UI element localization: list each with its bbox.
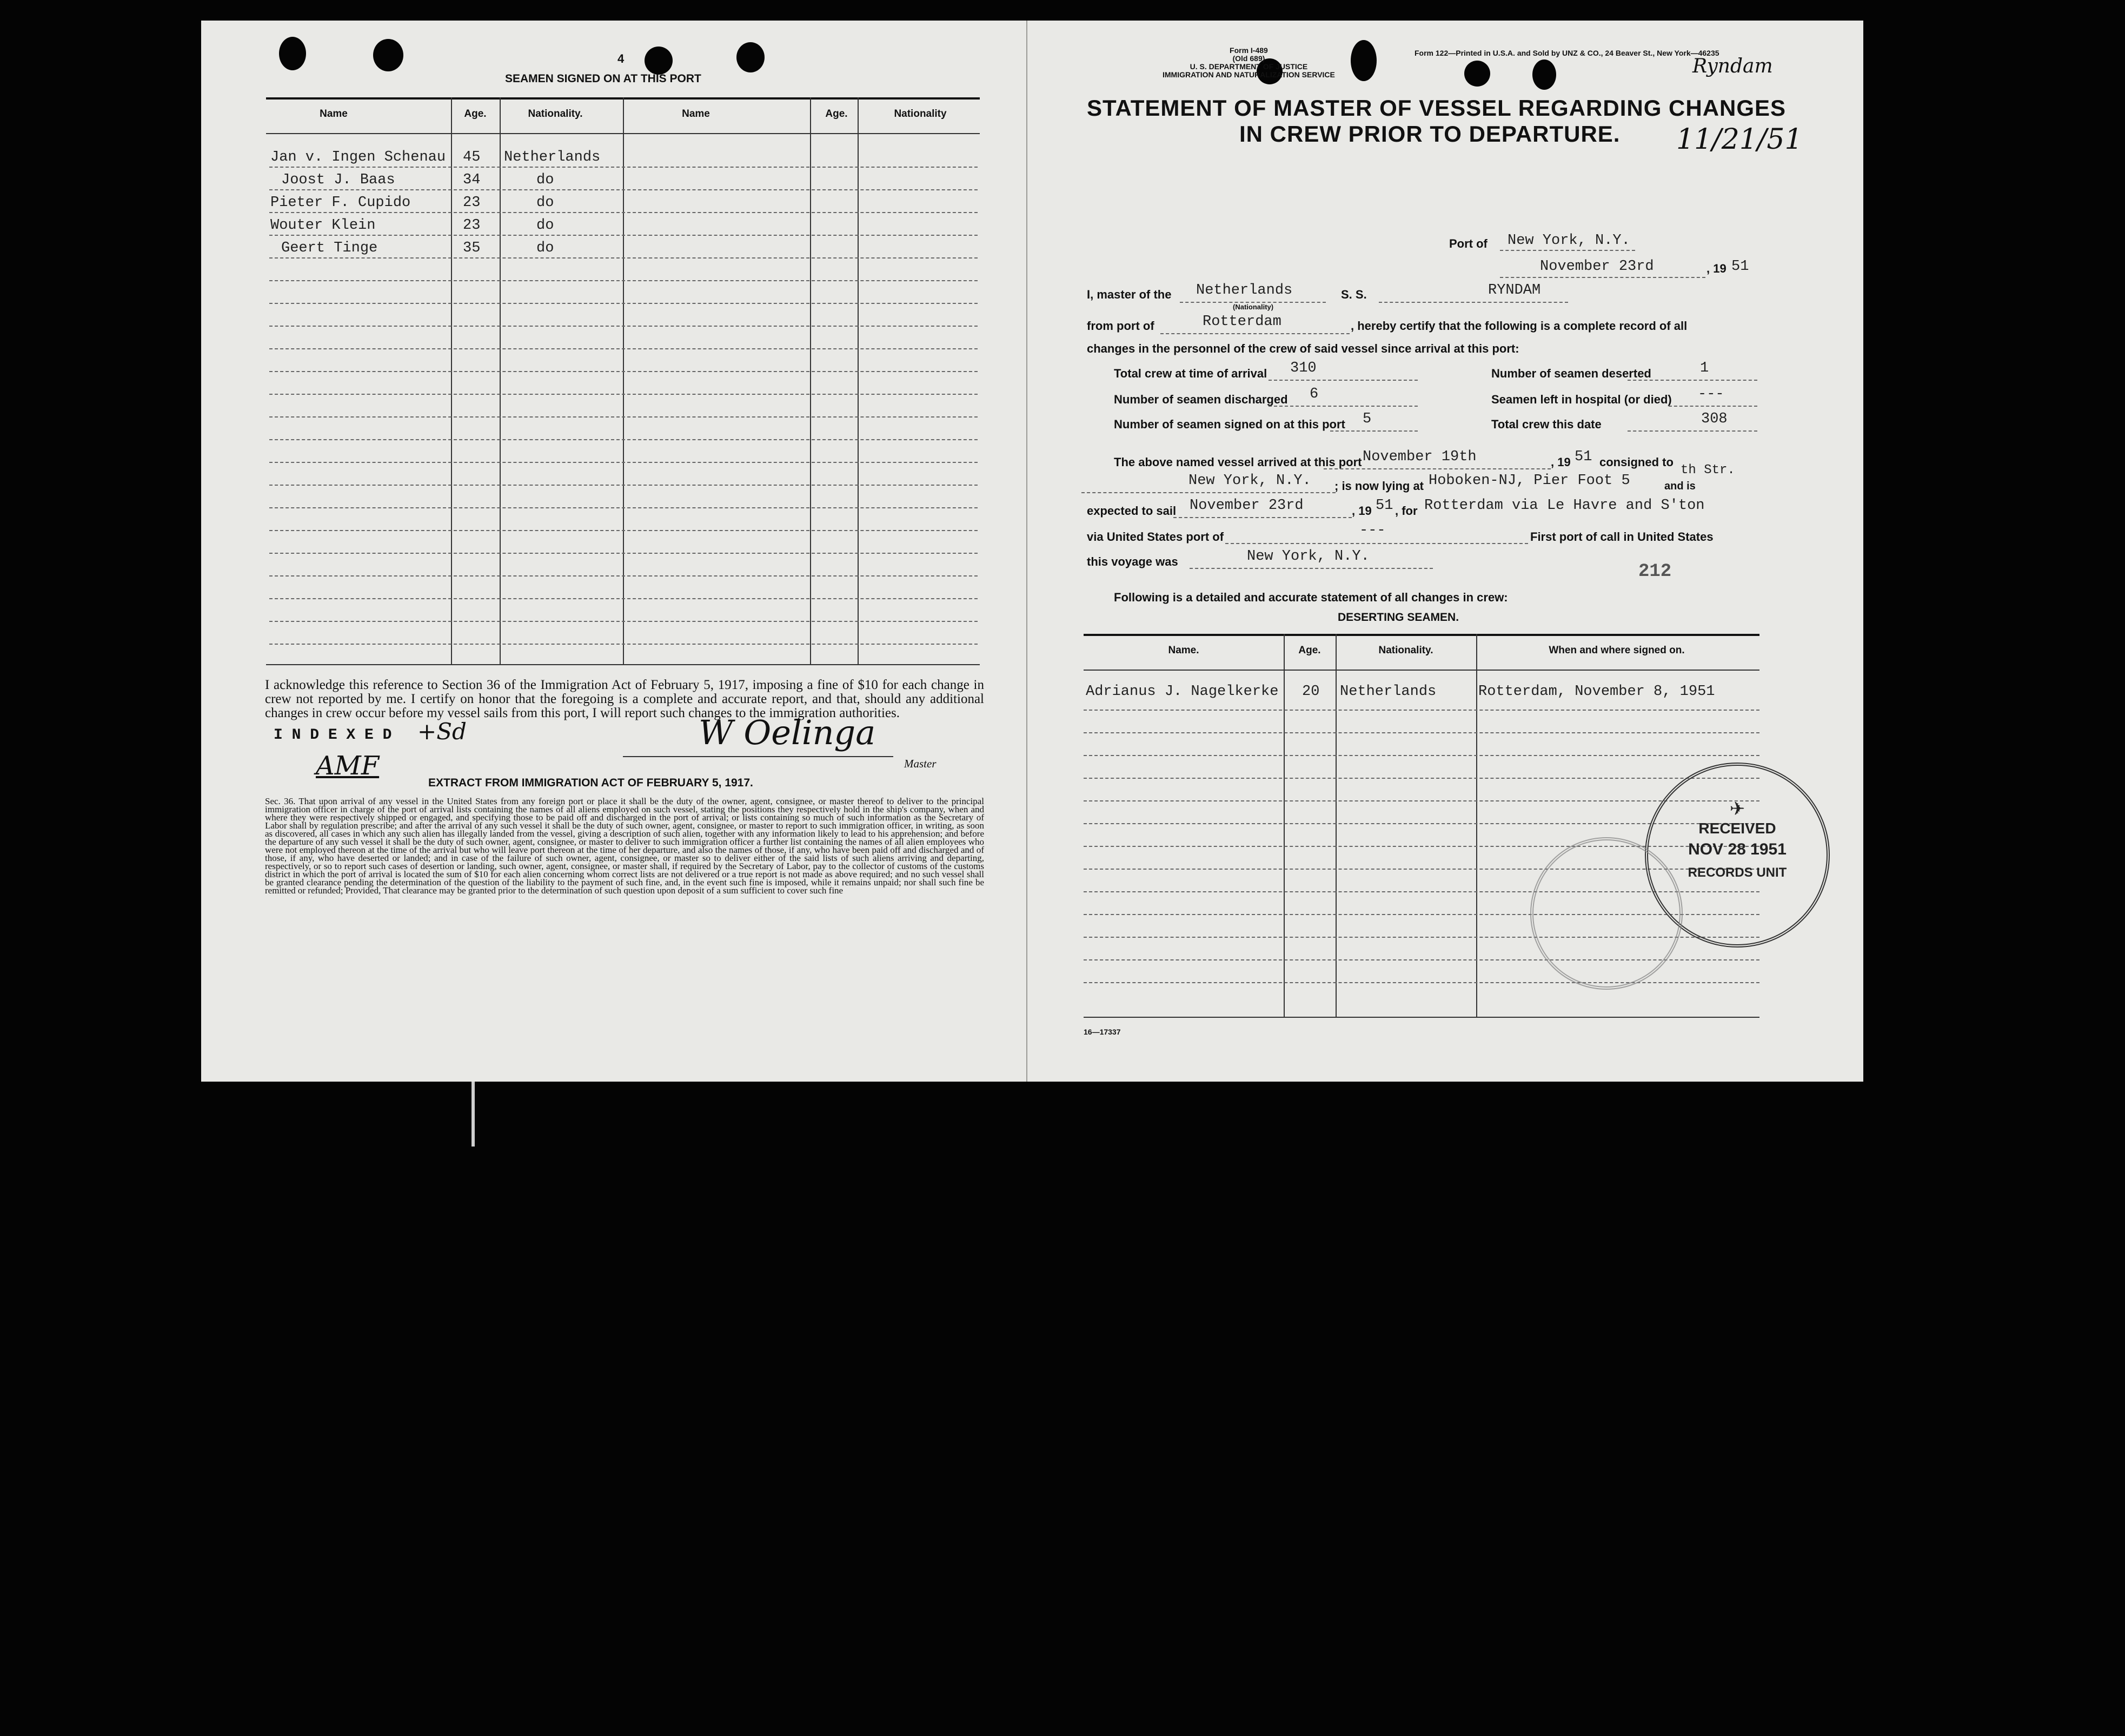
deserter-signed-on: Rotterdam, November 8, 1951 bbox=[1478, 684, 1715, 700]
consignee-value: New York, N.Y. bbox=[1188, 473, 1311, 489]
expected-year-prefix: , 19 bbox=[1352, 504, 1372, 518]
fill-line bbox=[1173, 517, 1352, 518]
form-title-line2: IN CREW PRIOR TO DEPARTURE. bbox=[1239, 121, 1621, 147]
table-row bbox=[269, 485, 978, 486]
year-value: 51 bbox=[1731, 259, 1749, 275]
hospital-label: Seamen left in hospital (or died) bbox=[1491, 393, 1672, 406]
via-label: via United States port of bbox=[1087, 530, 1224, 544]
seaman-name: Wouter Klein bbox=[270, 217, 376, 234]
table-row bbox=[1084, 778, 1759, 779]
fill-line bbox=[1269, 406, 1418, 407]
nationality-caption: (Nationality) bbox=[1233, 303, 1274, 311]
stamped-number: 212 bbox=[1638, 561, 1672, 582]
header-rule bbox=[1084, 670, 1759, 671]
indexed-initials: +Sd bbox=[417, 718, 467, 745]
master-of-label: I, master of the bbox=[1087, 288, 1172, 301]
for-value: Rotterdam via Le Havre and S'ton bbox=[1424, 498, 1705, 514]
table-row bbox=[269, 530, 978, 531]
consigned-label: consigned to bbox=[1599, 455, 1674, 469]
table-bottom-rule bbox=[1084, 1017, 1759, 1018]
arrived-label: The above named vessel arrived at this port bbox=[1114, 455, 1362, 469]
table-row bbox=[269, 189, 978, 190]
and-is-label: and is bbox=[1664, 480, 1696, 492]
footer-code: 16—17337 bbox=[1084, 1028, 1121, 1036]
discharged-label: Number of seamen discharged bbox=[1114, 393, 1288, 406]
initials-amf: AMF bbox=[316, 751, 380, 781]
lying-label: ; is now lying at bbox=[1334, 479, 1424, 493]
first-port-label: First port of call in United States bbox=[1530, 530, 1714, 544]
plane-icon: ✈ bbox=[1729, 799, 1745, 819]
port-of-label: Port of bbox=[1449, 237, 1488, 250]
form-old-number: (Old 689) bbox=[1232, 54, 1265, 63]
table-row bbox=[269, 394, 978, 395]
fill-line bbox=[1324, 468, 1551, 469]
certify-text: , hereby certify that the following is a complete record of all bbox=[1351, 319, 1688, 333]
seaman-nationality: do bbox=[536, 240, 554, 256]
seaman-name: Jan v. Ingen Schenau bbox=[270, 149, 446, 165]
table-row bbox=[269, 439, 978, 440]
indexed-stamp: I N D E X E D bbox=[274, 727, 392, 744]
fill-line bbox=[1669, 406, 1757, 407]
for-label: , for bbox=[1395, 504, 1418, 518]
total-crew-date-label: Total crew this date bbox=[1491, 418, 1602, 431]
faded-round-stamp bbox=[1530, 837, 1683, 990]
column-divider bbox=[623, 97, 624, 665]
col-header-name: Name bbox=[320, 108, 348, 120]
col-header-name-2: Name bbox=[682, 108, 710, 120]
voyage-value: New York, N.Y. bbox=[1247, 548, 1370, 565]
deserting-heading: DESERTING SEAMEN. bbox=[1338, 611, 1459, 624]
seamen-signed-on-heading: SEAMEN SIGNED ON AT THIS PORT bbox=[505, 72, 701, 85]
changes-text: changes in the personnel of the crew of said vessel since arrival at this port: bbox=[1087, 342, 1519, 355]
table-row bbox=[269, 326, 978, 327]
table-row bbox=[269, 167, 978, 168]
punch-hole bbox=[373, 39, 403, 71]
arrived-year-prefix: , 19 bbox=[1551, 455, 1571, 469]
table-row bbox=[269, 212, 978, 213]
department-name: U. S. DEPARTMENT OF JUSTICE bbox=[1190, 62, 1308, 71]
punch-hole bbox=[1464, 61, 1490, 87]
signed-on-value: 5 bbox=[1363, 411, 1372, 427]
seaman-name: Geert Tinge bbox=[281, 240, 378, 256]
punch-hole bbox=[1351, 40, 1377, 81]
discharged-value: 6 bbox=[1310, 386, 1319, 402]
table-row bbox=[1084, 982, 1759, 983]
lying-suffix: th Str. bbox=[1681, 463, 1735, 478]
expected-label: expected to sail bbox=[1087, 504, 1177, 518]
table-row bbox=[269, 257, 978, 259]
column-divider bbox=[810, 97, 811, 665]
received-date: NOV 28 1951 bbox=[1688, 840, 1787, 858]
date-value: November 23rd bbox=[1540, 259, 1654, 275]
signed-on-label: Number of seamen signed on at this port bbox=[1114, 418, 1345, 431]
seaman-age: 45 bbox=[463, 149, 481, 165]
col-header-age: Age. bbox=[464, 108, 487, 120]
col-header-nationality: Nationality. bbox=[1378, 645, 1433, 656]
table-row bbox=[1084, 732, 1759, 733]
table-row bbox=[269, 235, 978, 236]
master-label: Master bbox=[904, 757, 937, 770]
table-top-rule bbox=[1084, 634, 1759, 636]
from-port-value: Rotterdam bbox=[1203, 314, 1281, 330]
fill-line bbox=[1269, 380, 1418, 381]
column-divider bbox=[500, 97, 501, 665]
deserted-label: Number of seamen deserted bbox=[1491, 367, 1651, 380]
vessel-name: RYNDAM bbox=[1488, 282, 1541, 299]
table-row bbox=[269, 507, 978, 508]
deserter-nationality: Netherlands bbox=[1340, 684, 1437, 700]
seaman-nationality: Netherlands bbox=[504, 149, 601, 165]
acknowledgment-text: I acknowledge this reference to Section 36 of the Immigration Act of February 5, 1917, imposing a fine of $10 for each change in crew not reported by me. I certify on honor that the foregoing is a complete and accurate report, and that, should any additional changes in crew occur before my vessel sails from this port, I will report such changes to the immigration authorities. bbox=[265, 678, 984, 720]
arrived-value: November 19th bbox=[1363, 449, 1477, 465]
extract-heading: EXTRACT FROM IMMIGRATION ACT OF FEBRUARY 5, 1917. bbox=[428, 777, 753, 789]
fill-line bbox=[1500, 250, 1635, 251]
year-prefix: , 19 bbox=[1706, 262, 1726, 275]
table-row bbox=[269, 303, 978, 304]
fill-line bbox=[1628, 380, 1757, 381]
table-row bbox=[269, 553, 978, 554]
received-text: RECEIVED bbox=[1698, 820, 1776, 837]
right-page bbox=[1027, 21, 1863, 1082]
signature-line bbox=[623, 756, 893, 757]
records-unit-text: RECORDS UNIT bbox=[1688, 865, 1787, 880]
column-divider bbox=[858, 97, 859, 665]
fill-line bbox=[1081, 492, 1336, 493]
handwritten-date: 11/21/51 bbox=[1676, 123, 1803, 156]
following-text: Following is a detailed and accurate statement of all changes in crew: bbox=[1114, 591, 1508, 604]
table-row bbox=[269, 416, 978, 418]
table-row bbox=[269, 371, 978, 372]
deserter-name: Adrianus J. Nagelkerke bbox=[1086, 684, 1279, 700]
punch-hole bbox=[645, 47, 673, 75]
from-port-label: from port of bbox=[1087, 319, 1154, 333]
col-header-age-2: Age. bbox=[825, 108, 848, 120]
fill-line bbox=[1379, 302, 1568, 303]
punch-hole bbox=[736, 42, 765, 72]
voyage-label: this voyage was bbox=[1087, 555, 1178, 568]
via-value: --- bbox=[1359, 522, 1386, 539]
fill-line bbox=[1628, 430, 1757, 432]
ss-label: S. S. bbox=[1341, 288, 1367, 301]
seaman-nationality: do bbox=[536, 172, 554, 188]
punch-hole bbox=[1532, 59, 1556, 90]
expected-year: 51 bbox=[1376, 498, 1393, 514]
col-header-signed-on: When and where signed on. bbox=[1549, 645, 1685, 656]
fill-line bbox=[1160, 333, 1350, 334]
table-row bbox=[1084, 755, 1759, 756]
seaman-nationality: do bbox=[536, 195, 554, 211]
deserted-value: 1 bbox=[1700, 360, 1709, 376]
form-number: Form I-489 bbox=[1230, 46, 1268, 55]
fill-line bbox=[1500, 277, 1705, 278]
col-header-age: Age. bbox=[1298, 645, 1321, 656]
left-page bbox=[201, 21, 1027, 1082]
paper-edge-mark bbox=[472, 1082, 475, 1147]
fill-line bbox=[1225, 543, 1528, 544]
form-header bbox=[1163, 47, 1335, 79]
punch-hole bbox=[279, 37, 306, 70]
printer-line: Form 122—Printed in U.S.A. and Sold by UNZ & CO., 24 Beaver St., New York—46235 bbox=[1415, 49, 1719, 57]
service-name: IMMIGRATION AND NATURALIZATION SERVICE bbox=[1163, 70, 1335, 79]
seaman-name: Pieter F. Cupido bbox=[270, 195, 411, 211]
table-row bbox=[269, 621, 978, 622]
table-row bbox=[269, 280, 978, 281]
hospital-value: --- bbox=[1698, 386, 1724, 402]
col-header-nationality-2: Nationality bbox=[894, 108, 947, 120]
page-number: 4 bbox=[617, 52, 625, 65]
nationality-value: Netherlands bbox=[1196, 282, 1293, 299]
expected-value: November 23rd bbox=[1190, 498, 1304, 514]
table-row bbox=[1084, 710, 1759, 711]
seaman-age: 23 bbox=[463, 195, 481, 211]
col-header-nationality: Nationality. bbox=[528, 108, 583, 120]
form-title-line1: STATEMENT OF MASTER OF VESSEL REGARDING CHANGES bbox=[1087, 95, 1787, 121]
table-row bbox=[269, 644, 978, 645]
table-row bbox=[269, 462, 978, 463]
total-crew-arrival-label: Total crew at time of arrival bbox=[1114, 367, 1267, 380]
seaman-age: 23 bbox=[463, 217, 481, 234]
table-bottom-rule bbox=[266, 664, 980, 665]
total-crew-arrival-value: 310 bbox=[1290, 360, 1317, 376]
fill-line bbox=[1330, 430, 1418, 432]
extract-text: Sec. 36. That upon arrival of any vessel in the United States from any foreign port or place it shall be the duty of the owner, agent, consignee, or master thereof to deliver to the principal immigration officer in charge of the port of arrival lists containing the names of all aliens employed on such vessel, stating the positions they respectively hold in the ship's company, when and where they were respectively shipped or engaged, and specifying those to be paid off and discharged in the port of arrival; or lists containing so much of such information as the Secretary of Labor shall by regulation prescribe; and after the arrival of any such vessel it shall be the duty of such owner, agent, consignee, or master to report to such immigration officer, in writing, as soon as discovered, all cases in which any such alien has illegally landed from the vessel, giving a description of such alien, together with any information likely to lead to his apprehension; and before the departure of any such vessel it shall be the duty of such owner, agent, consignee, or master to deliver to such immigration officer a further list containing the names of all alien employees who were not employed thereon at the time of the arrival but who will leave port thereon at the time of her departure, and also the names of those, if any, who have been paid off and discharged and of those, if any, who have deserted or landed; and in case of the failure of such owner, agent, consignee, or master so to deliver either of the said lists of such aliens arriving and departing, respectively, or so to report such cases of desertion or landing, such owner, agent, consignee, or master shall, if required by the Secretary of Labor, pay to the collector of customs of the customs district in which the port of arrival is located the sum of $10 for each alien concerning whom correct lists are not delivered or a true report is not made as above required; and no such vessel shall be granted clearance pending the determination of the question of the liability to the payment of such fine, and, in the event such fine is imposed, while it remains unpaid; nor shall such fine be remitted or refunded; Provided, That clearance may be granted prior to the determination of such question upon deposit of a sum sufficient to cover such fine bbox=[265, 796, 984, 896]
seaman-nationality: do bbox=[536, 217, 554, 234]
seaman-name: Joost J. Baas bbox=[281, 172, 395, 188]
port-of-value: New York, N.Y. bbox=[1508, 233, 1630, 249]
table-row bbox=[269, 348, 978, 349]
arrived-year: 51 bbox=[1575, 449, 1592, 465]
column-divider bbox=[451, 97, 452, 665]
deserter-age: 20 bbox=[1302, 684, 1320, 700]
table-row bbox=[269, 575, 978, 577]
fill-line bbox=[1190, 568, 1433, 569]
col-header-name: Name. bbox=[1168, 645, 1199, 656]
lying-value: Hoboken-NJ, Pier Foot 5 bbox=[1429, 473, 1630, 489]
handwritten-vessel-name: Ryndam bbox=[1692, 55, 1773, 77]
table-row bbox=[269, 598, 978, 599]
seaman-age: 34 bbox=[463, 172, 481, 188]
total-crew-date-value: 308 bbox=[1701, 411, 1728, 427]
master-signature: W Oelinga bbox=[699, 713, 876, 752]
seaman-age: 35 bbox=[463, 240, 481, 256]
